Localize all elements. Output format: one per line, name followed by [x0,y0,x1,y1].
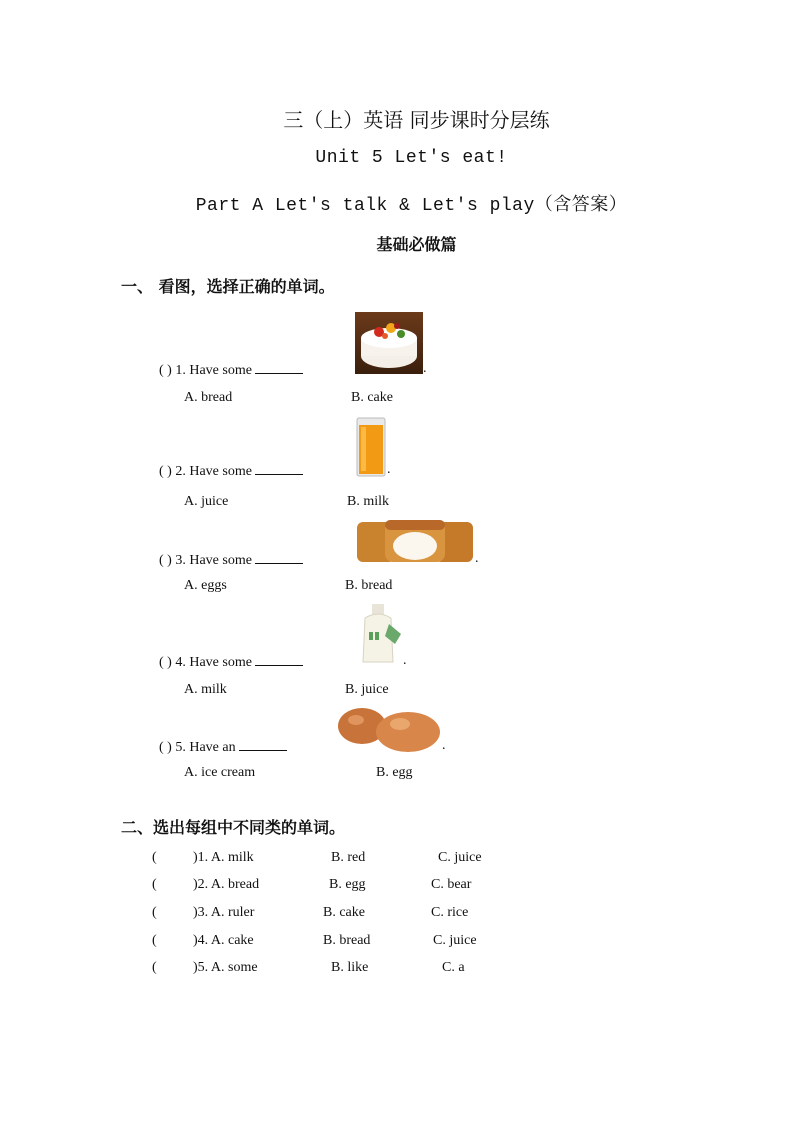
question-prompt: 2. Have some [175,464,252,479]
option-c: C. rice [431,905,469,920]
part-title: Part A Let's talk & Let's play（含答案） [195,196,628,216]
cake-icon [355,312,423,374]
row-label: )5. A. some [193,960,258,975]
option-b: B. egg [376,765,413,780]
answer-paren[interactable]: ( ) [159,740,172,755]
question-1-period: . [423,361,427,376]
eggs-icon [336,704,442,754]
section-1-heading: 一、 看图，选择正确的单词。 [121,277,335,296]
question-2-period: . [387,462,391,477]
option-c: C. a [442,960,465,975]
option-b: B. cake [351,390,393,405]
row-paren[interactable]: ( [152,933,157,948]
option-c: C. juice [433,933,477,948]
row-label: )3. A. ruler [193,905,255,920]
question-3 [159,551,303,569]
question-prompt: 4. Have some [175,655,252,670]
option-b: B. juice [345,682,389,697]
row-label: )4. A. cake [193,933,254,948]
bread-icon [355,516,475,566]
option-b: B. egg [329,877,366,892]
answer-blank[interactable] [255,653,303,666]
row-paren[interactable]: ( [152,877,157,892]
section-2-heading: 二、选出每组中不同类的单词。 [121,818,346,837]
row-label: )2. A. bread [193,877,260,892]
option-c: C. juice [438,850,482,865]
answer-blank[interactable] [255,361,303,374]
question-prompt: 5. Have an [175,740,236,755]
question-2 [159,462,303,480]
question-prompt: 3. Have some [175,553,252,568]
unit-title: Unit 5 Let's eat! [315,148,508,168]
answer-paren[interactable]: ( ) [159,553,172,568]
question-1 [159,361,303,379]
option-b: B. red [331,850,366,865]
question-3-period: . [475,551,479,566]
option-c: C. bear [431,877,472,892]
question-5 [159,738,287,756]
question-4 [159,653,303,671]
option-b: B. bread [323,933,371,948]
row-paren[interactable]: ( [152,960,157,975]
question-4-period: . [403,653,407,668]
row-paren[interactable]: ( [152,850,157,865]
juice-glass-icon [355,417,387,477]
option-b: B. bread [345,578,393,593]
answer-blank[interactable] [255,551,303,564]
milk-bottle-icon [355,602,403,666]
question-prompt: 1. Have some [175,363,252,378]
option-b: B. milk [347,494,390,509]
option-a: A. ice cream [184,765,256,780]
answer-paren[interactable]: ( ) [159,655,172,670]
option-a: A. milk [184,682,227,697]
answer-blank[interactable] [255,462,303,475]
row-paren[interactable]: ( [152,905,157,920]
option-a: A. bread [184,390,233,405]
answer-blank[interactable] [239,738,287,751]
answer-paren[interactable]: ( ) [159,464,172,479]
option-b: B. cake [323,905,365,920]
option-a: A. eggs [184,578,227,593]
option-a: A. juice [184,494,229,509]
level-title: 基础必做篇 [376,235,457,254]
answer-paren[interactable]: ( ) [159,363,172,378]
worksheet-title: 三（上）英语 同步课时分层练 [283,108,550,132]
option-b: B. like [331,960,369,975]
row-label: )1. A. milk [193,850,254,865]
question-5-period: . [442,738,446,753]
